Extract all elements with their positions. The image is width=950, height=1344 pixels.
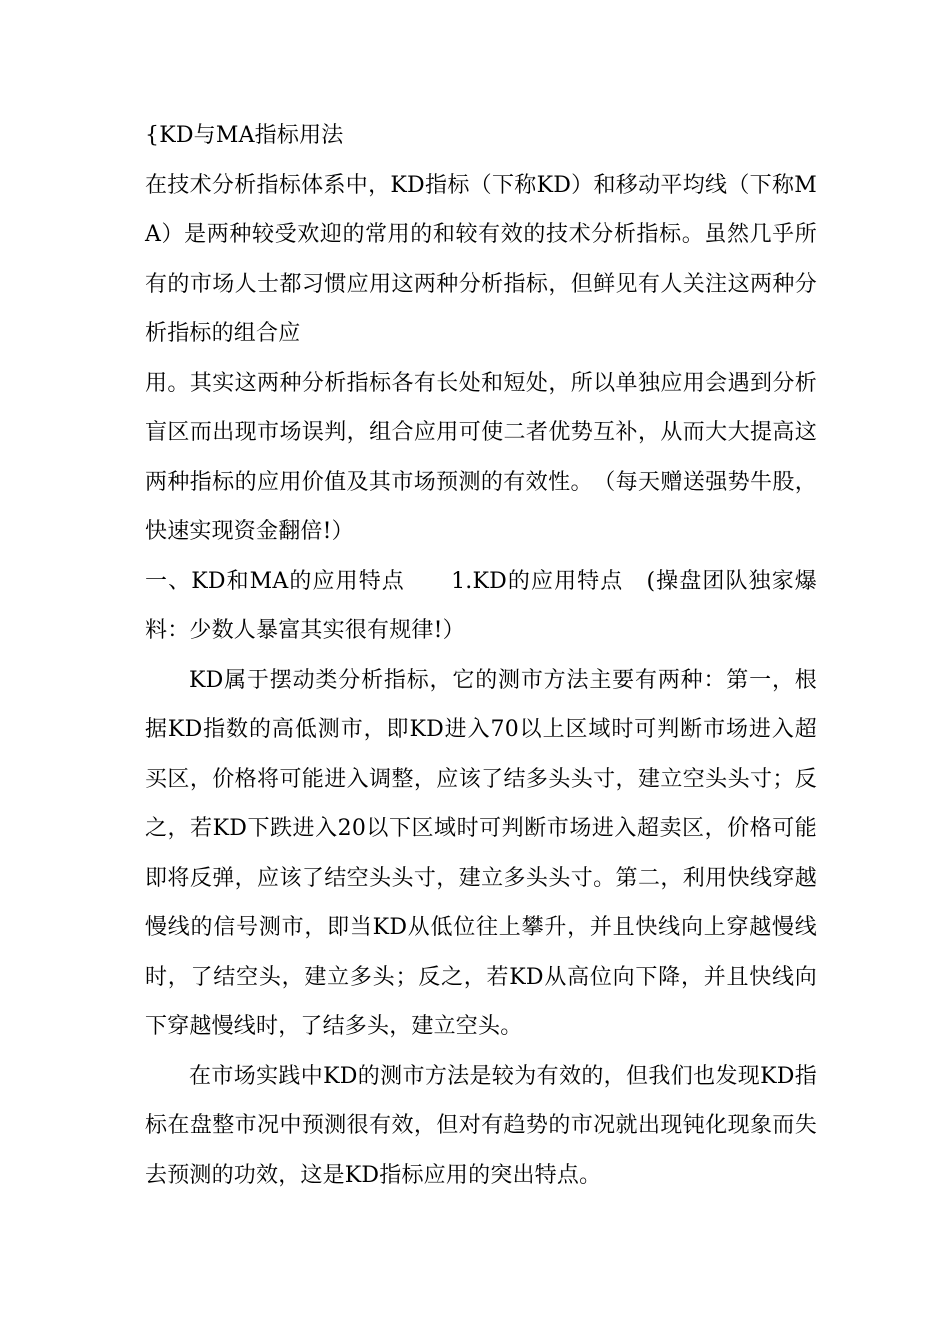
paragraph-combination: 用。其实这两种分析指标各有长处和短处，所以单独应用会遇到分析盲区而出现市场误判，组合应用可使二者优势互补，从而大大提高这两种指标的应用价值及其市场预测的有效性。 （每天赠送强势牛股，快速实现资金翻倍!） — [145, 370, 817, 544]
document-body — [145, 111, 817, 1200]
paragraph-kd-practice: 在市场实践中KD的测市方法是较为有效的，但我们也发现KD指标在盘整市况中预测很有效，但对有趋势的市况就出现钝化现象而失去预测的功效，这是KD指标应用的突出特点。 — [145, 1063, 817, 1188]
paragraph-kd-methods: KD属于摆动类分析指标，它的测市方法主要有两种：第一，根据KD指数的高低测市，即KD进入70以上区域时可判断市场进入超买区，价格将可能进入调整，应该了结多头头寸，建立空头头寸；反之，若KD下跌进入20以下区域时可判断市场进入超卖区，价格可能即将反弹，应该了结空头头寸，建立多头头寸。第二，利用快线穿越慢线的信号测市，即当KD从低位往上攀升，并且快线向上穿越慢线时，了结空头，建立多头；反之，若KD从高位向下降，并且快线向下穿越慢线时，了结多头，建立空头。 — [145, 667, 817, 1039]
paragraph-intro: 在技术分析指标体系中，KD指标（下称KD）和移动平均线（下称MA）是两种较受欢迎的常用的和较有效的技术分析指标。虽然几乎所有的市场人士都习惯应用这两种分析指标，但鲜见有人关注这两种分析指标的组合应 — [145, 172, 817, 346]
document-title: {KD与MA指标用法 — [145, 123, 344, 148]
section-heading-kd-ma-features: 一、KD和MA的应用特点 1.KD的应用特点 (操盘团队独家爆料：少数人暴富其实很有规律!） — [145, 568, 817, 643]
